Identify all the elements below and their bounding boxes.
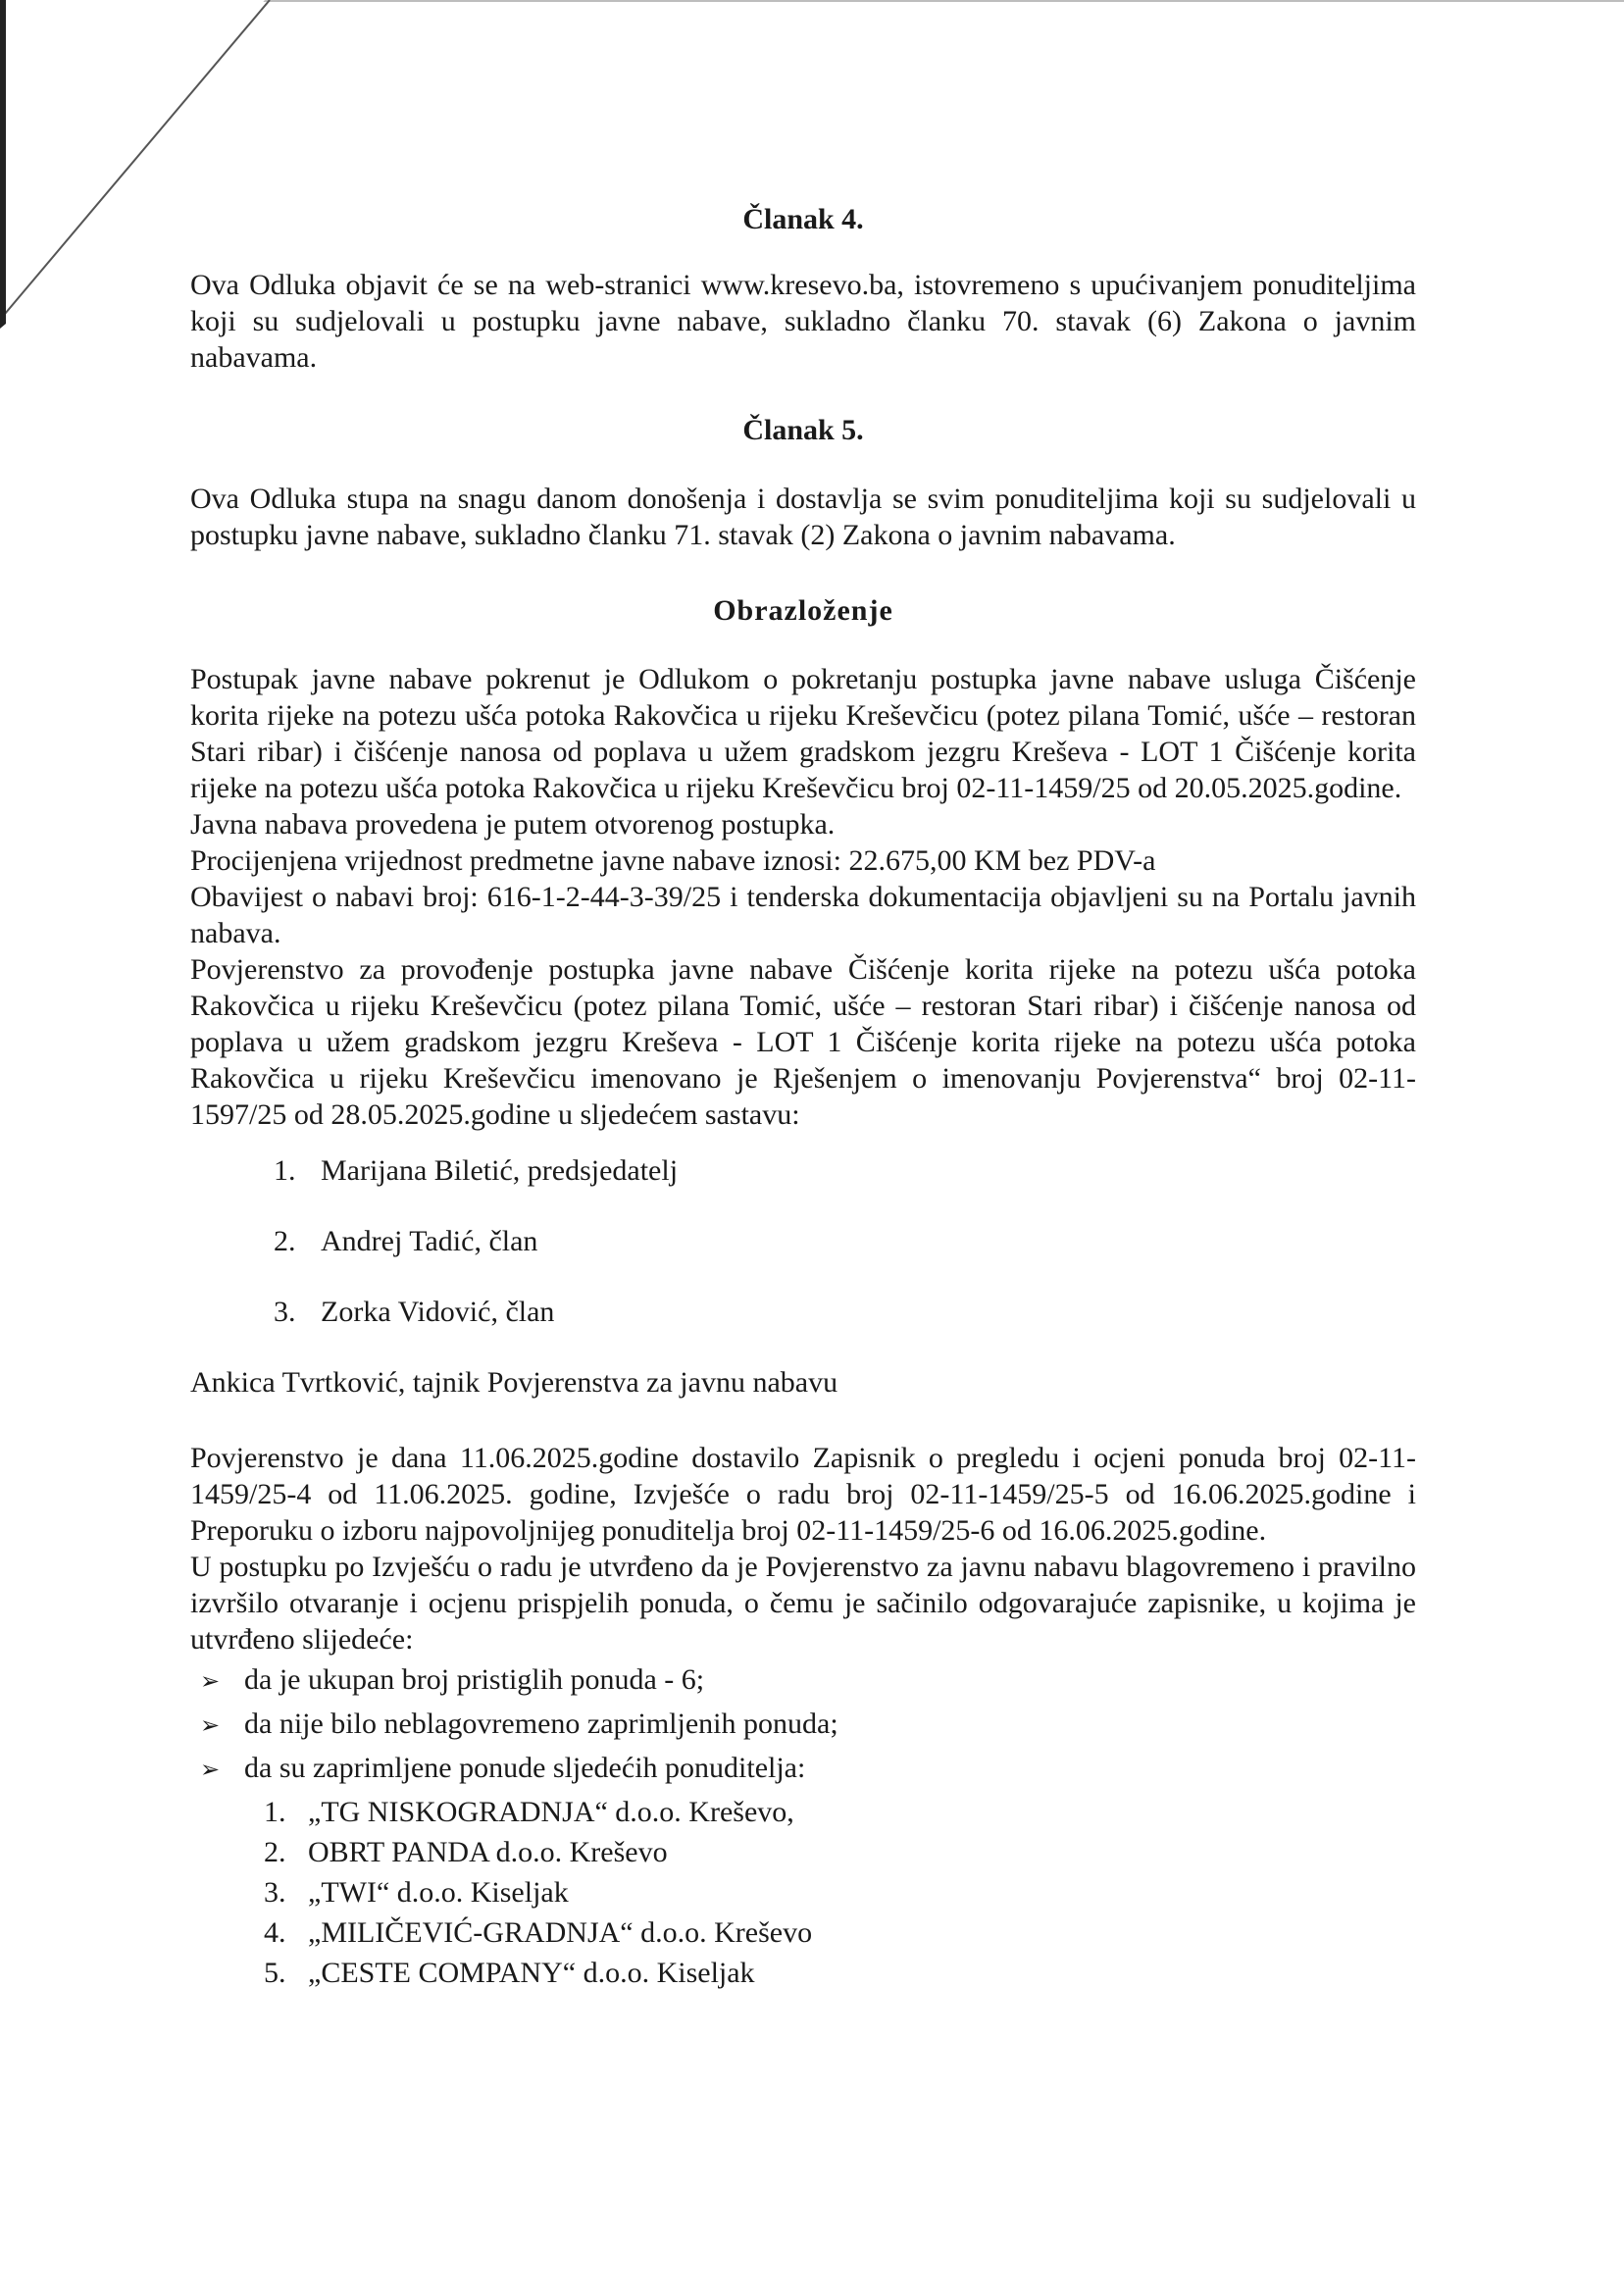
list-number: 2. [264, 1836, 286, 1868]
list-item [200, 1750, 1416, 1788]
list-item [274, 1152, 1416, 1189]
explanation-para-7: U postupku po Izvješću o radu je utvrđeno da je Povjerenstvo za javnu nabavu blagovremeno i pravilno izvršilo otvaranje i ocjenu prispjelih ponuda, o čemu je sačinilo odgovarajuće zapisnike, u kojima je utvrđeno slijedeće: [190, 1551, 1416, 1656]
member-name: Andrej Tadić, član [321, 1225, 538, 1257]
list-item [274, 1223, 1416, 1259]
list-number: 5. [264, 1957, 286, 1989]
list-number: 2. [274, 1225, 296, 1257]
list-number: 1. [264, 1796, 286, 1828]
article-4-text: Ova Odluka objavit će se na web-stranici www.kresevo.ba, istovremeno s upućivanjem ponuditeljima koji su sudjelovali u postupku javne nabave, sukladno članku 70. stavak (6) Zakona o javnim nabavama. [190, 269, 1416, 374]
article-5-text: Ova Odluka stupa na snagu danom donošenja i dostavlja se svim ponuditeljima koji su sudjelovali u postupku javne nabave, sukladno članku 71. stavak (2) Zakona o javnim nabavama. [190, 483, 1416, 551]
bidder-name: „TG NISKOGRADNJA“ d.o.o. Kreševo, [308, 1796, 794, 1828]
finding-text: da su zaprimljene ponude sljedećih ponuditelja: [244, 1752, 806, 1784]
arrow-bullet-icon: ➢ [200, 1667, 221, 1695]
explanation-para-5: Povjerenstvo za provođenje postupka javne nabave Čišćenje korita rijeke na potezu ušća potoka Rakovčica u rijeku Kreševčicu (potez pilana Tomić, ušće – restoran Stari ribar) i čišćenje nanosa od poplava u užem gradskom jezgru Kreševa - LOT 1 Čišćenje korita rijeke na potezu ušća potoka Rakovčica u rijeku Kreševčicu imenovano je Rješenjem o imenovanju Povjerenstva“ broj 02-11-1597/25 od 28.05.2025.godine u sljedećem sastavu: [190, 953, 1416, 1131]
list-item [274, 1294, 1416, 1330]
bidder-name: „TWI“ d.o.o. Kiseljak [308, 1876, 569, 1909]
member-name: Marijana Biletić, predsjedatelj [321, 1154, 679, 1187]
list-number: 1. [274, 1154, 296, 1187]
list-item [264, 1955, 1416, 1991]
finding-text: da nije bilo neblagovremeno zaprimljenih ponuda; [244, 1708, 838, 1740]
article-4-heading: Članak 4. [742, 203, 864, 235]
list-item [200, 1661, 1416, 1700]
arrow-bullet-icon: ➢ [200, 1711, 221, 1739]
list-item [264, 1874, 1416, 1911]
bidder-name: OBRT PANDA d.o.o. Kreševo [308, 1836, 668, 1868]
explanation-para-6: Povjerenstvo je dana 11.06.2025.godine dostavilo Zapisnik o pregledu i ocjeni ponuda broj 02-11-1459/25-4 od 11.06.2025. godine, Izvješće o radu broj 02-11-1459/25-5 od 16.06.2025.godine i Preporuku o izboru najpovoljnijeg ponuditelja broj 02-11-1459/25-6 od 16.06.2025.godine. [190, 1442, 1416, 1547]
explanation-para-1: Postupak javne nabave pokrenut je Odlukom o pokretanju postupka javne nabave usluga Čišćenje korita rijeke na potezu ušća potoka Rakovčica u rijeku Kreševčicu (potez pilana Tomić, ušće – restoran Stari ribar) i čišćenje nanosa od poplava u užem gradskom jezgru Kreševa - LOT 1 Čišćenje korita rijeke na potezu ušća potoka Rakovčica u rijeku Kreševčicu broj 02-11-1459/25 od 20.05.2025.godine. [190, 663, 1416, 804]
bidder-name: „CESTE COMPANY“ d.o.o. Kiseljak [308, 1957, 755, 1989]
finding-text: da je ukupan broj pristiglih ponuda - 6; [244, 1663, 705, 1696]
member-name: Zorka Vidović, član [321, 1296, 555, 1328]
bidders-list [190, 1794, 1416, 1991]
findings-list [190, 1661, 1416, 1788]
arrow-bullet-icon: ➢ [200, 1756, 221, 1783]
explanation-para-4: Obavijest o nabavi broj: 616-1-2-44-3-39/25 i tenderska dokumentacija objavljeni su na Portalu javnih nabava. [190, 881, 1416, 949]
list-number: 3. [264, 1876, 286, 1909]
explanation-para-2: Javna nabava provedena je putem otvorenog postupka. [190, 808, 836, 841]
list-item [264, 1914, 1416, 1951]
explanation-heading: Obrazloženje [713, 594, 893, 627]
list-number: 3. [274, 1296, 296, 1328]
list-item [200, 1706, 1416, 1744]
document-page [190, 201, 1416, 1995]
bidder-name: „MILIČEVIĆ-GRADNJA“ d.o.o. Kreševo [308, 1916, 813, 1949]
list-item [264, 1794, 1416, 1830]
article-5-heading: Članak 5. [742, 414, 864, 446]
explanation-para-3: Procijenjena vrijednost predmetne javne nabave iznosi: 22.675,00 KM bez PDV-a [190, 844, 1156, 877]
list-number: 4. [264, 1916, 286, 1949]
list-item [264, 1834, 1416, 1870]
committee-members-list [190, 1152, 1416, 1330]
committee-secretary: Ankica Tvrtković, tajnik Povjerenstva za javnu nabavu [190, 1366, 838, 1399]
